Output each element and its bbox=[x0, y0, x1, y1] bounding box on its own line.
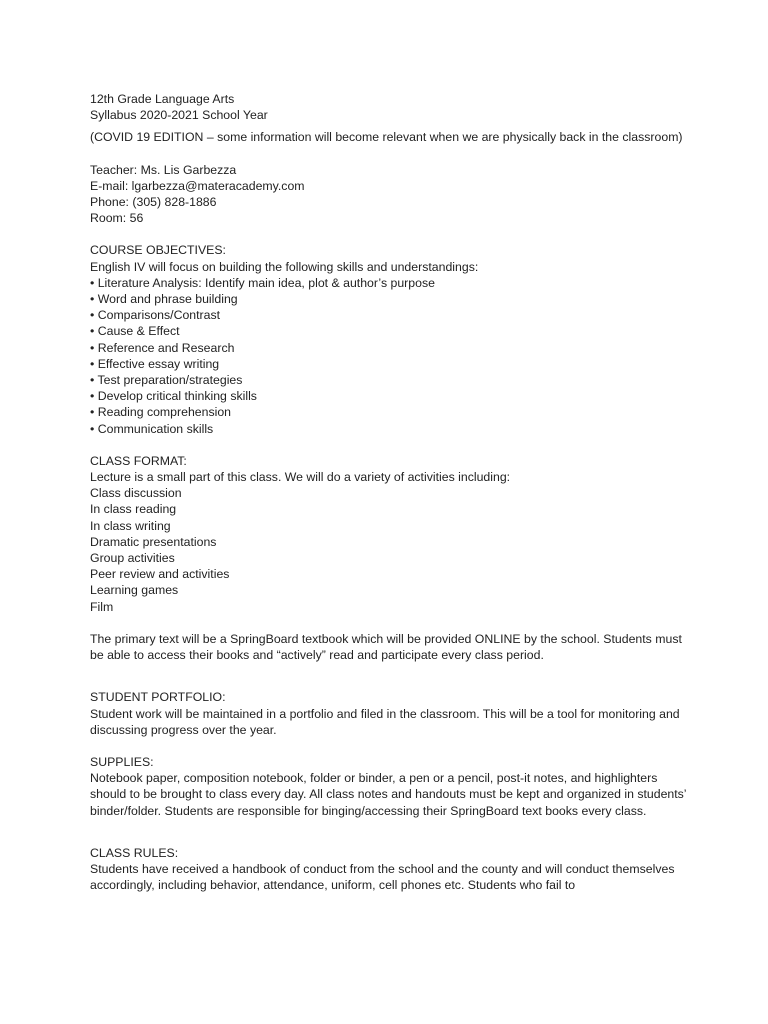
objective-item: • Effective essay writing bbox=[90, 356, 220, 371]
class-format-heading: CLASS FORMAT: bbox=[90, 453, 187, 468]
teacher-name: Teacher: Ms. Lis Garbezza bbox=[90, 162, 237, 177]
course-objectives-heading: COURSE OBJECTIVES: bbox=[90, 243, 226, 258]
class-format-item: In class reading bbox=[90, 502, 177, 517]
class-format-item: Film bbox=[90, 599, 114, 614]
document-title: 12th Grade Language Arts bbox=[90, 92, 235, 106]
class-rules-body: Students have received a handbook of conduct from the school and the county and will conduct themselves accordingly, including behavior, attendance, uniform, cell phones etc. Students who fail to bbox=[90, 861, 675, 893]
covid-edition-note: (COVID 19 EDITION – some information will become relevant when we are physically back in the classroom) bbox=[90, 130, 683, 145]
objective-item: • Cause & Effect bbox=[90, 324, 180, 339]
class-format-intro: Lecture is a small part of this class. We will do a variety of activities including: bbox=[90, 470, 511, 485]
objective-item: • Word and phrase building bbox=[90, 292, 238, 307]
syllabus-page bbox=[90, 91, 690, 893]
objective-item: • Reference and Research bbox=[90, 340, 235, 355]
document-subtitle: Syllabus 2020-2021 School Year bbox=[90, 108, 268, 123]
student-portfolio-heading: STUDENT PORTFOLIO: bbox=[90, 690, 226, 705]
primary-text-note: The primary text will be a SpringBoard textbook which will be provided ONLINE by the school. Students must be able to access their books and “actively” read and participate every class period. bbox=[90, 631, 682, 663]
course-objectives-intro: English IV will focus on building the following skills and understandings: bbox=[90, 259, 479, 274]
teacher-room: Room: 56 bbox=[90, 211, 144, 226]
supplies-heading: SUPPLIES: bbox=[90, 754, 154, 769]
supplies-body: Notebook paper, composition notebook, folder or binder, a pen or a pencil, post-it notes, and highlighters should to be brought to class every day. All class notes and handouts must be kept and organized in students’ binder/folder. Students are responsible for binging/accessing their SpringBoard text books every class. bbox=[90, 771, 687, 818]
objective-item: • Test preparation/strategies bbox=[90, 373, 243, 388]
class-format-item: Group activities bbox=[90, 551, 175, 566]
class-format-item: Peer review and activities bbox=[90, 567, 230, 582]
teacher-phone: Phone: (305) 828-1886 bbox=[90, 195, 217, 210]
objective-item: • Comparisons/Contrast bbox=[90, 308, 221, 323]
student-portfolio-body: Student work will be maintained in a portfolio and filed in the classroom. This will be a tool for monitoring and discussing progress over the year. bbox=[90, 706, 680, 737]
objective-item: • Communication skills bbox=[90, 421, 214, 436]
objective-item: • Reading comprehension bbox=[90, 405, 232, 420]
objective-item: • Develop critical thinking skills bbox=[90, 389, 257, 404]
class-format-item: Dramatic presentations bbox=[90, 534, 217, 549]
teacher-email: E-mail: lgarbezza@materacademy.com bbox=[90, 178, 305, 193]
objective-item: • Literature Analysis: Identify main idea, plot & author’s purpose bbox=[90, 275, 435, 290]
class-format-item: Class discussion bbox=[90, 486, 182, 501]
class-format-item: In class writing bbox=[90, 518, 171, 533]
class-rules-heading: CLASS RULES: bbox=[90, 845, 179, 860]
class-format-item: Learning games bbox=[90, 583, 179, 598]
